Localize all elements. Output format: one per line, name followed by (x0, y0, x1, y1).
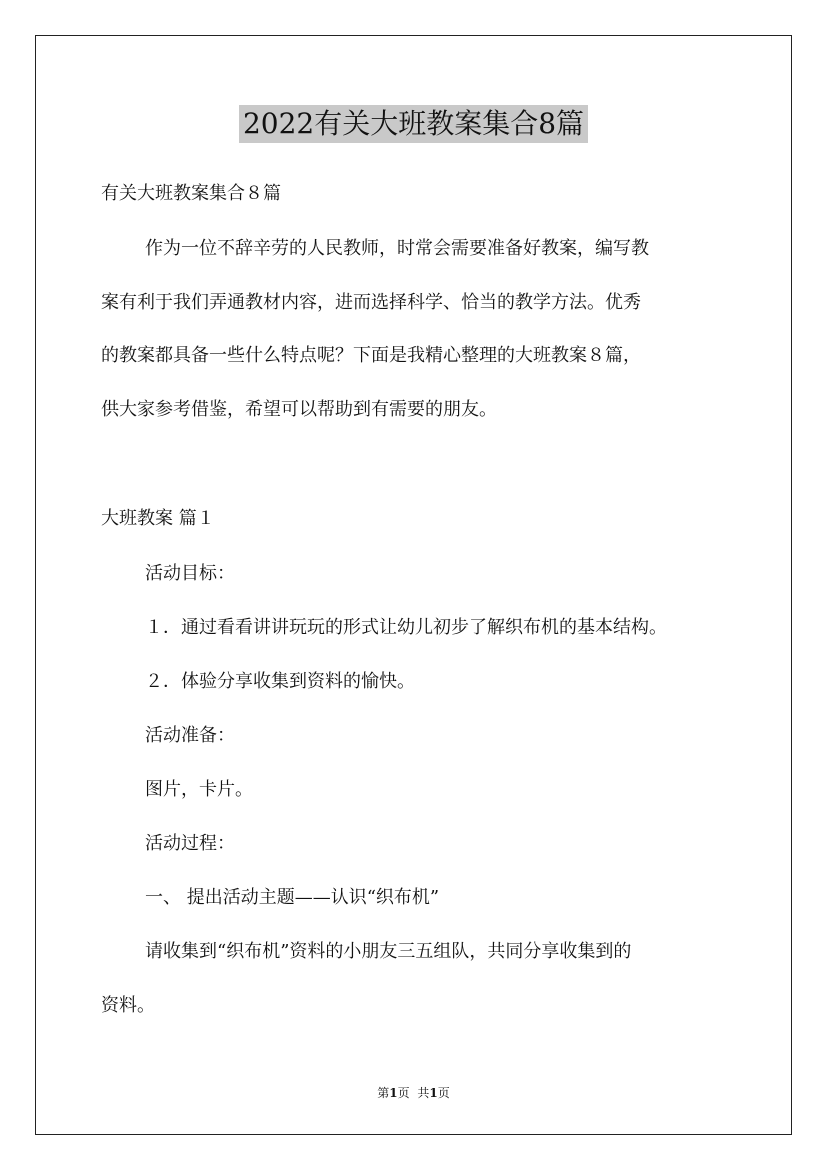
body-last-line: 资料。 (101, 995, 155, 1016)
document-title-text: 2022有关大班教案集合8篇 (239, 105, 588, 143)
page-footer (0, 1085, 827, 1101)
body-line-6: 活动过程： (145, 833, 235, 854)
footer-page-suffix: 页 (397, 1086, 410, 1100)
body-line-1: 活动目标： (145, 563, 235, 584)
footer-total-prefix: 共 (417, 1086, 430, 1100)
document-subtitle: 有关大班教案集合８篇 (101, 183, 281, 204)
intro-line-4: 供大家参考借鉴，希望可以帮助到有需要的朋友。 (101, 399, 497, 420)
section-heading: 大班教案 篇１ (101, 508, 215, 529)
footer-total-suffix: 页 (437, 1086, 450, 1100)
intro-line-3: 的教案都具备一些什么特点呢？下面是我精心整理的大班教案８篇， (101, 345, 641, 366)
footer-total-number: 1 (429, 1086, 438, 1100)
body-line-2: １．通过看看讲讲玩玩的形式让幼儿初步了解织布机的基本结构。 (145, 617, 667, 638)
footer-page-prefix: 第 (377, 1086, 390, 1100)
body-line-7: 一、 提出活动主题——认识“织布机” (145, 887, 440, 908)
footer-page-number: 1 (389, 1086, 398, 1100)
body-line-3: ２．体验分享收集到资料的愉快。 (145, 671, 415, 692)
body-line-4: 活动准备： (145, 725, 235, 746)
body-line-5: 图片，卡片。 (145, 779, 253, 800)
document-title (0, 103, 827, 143)
body-line-8: 请收集到“织布机”资料的小朋友三五组队，共同分享收集到的 (145, 941, 632, 962)
intro-line-1: 作为一位不辞辛劳的人民教师，时常会需要准备好教案，编写教 (145, 238, 649, 259)
intro-line-2: 案有利于我们弄通教材内容，进而选择科学、恰当的教学方法。优秀 (101, 292, 641, 313)
